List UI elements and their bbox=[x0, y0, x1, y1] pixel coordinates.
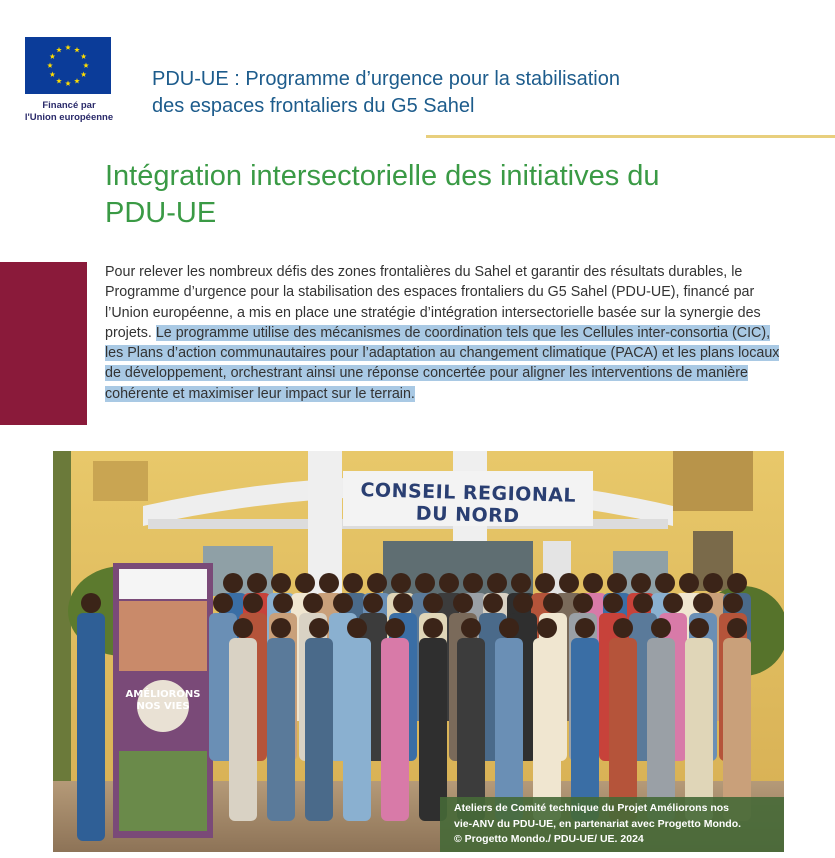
person-head bbox=[453, 593, 473, 613]
person-head bbox=[727, 573, 747, 593]
person-head bbox=[575, 618, 595, 638]
person-body bbox=[609, 638, 637, 821]
photo-caption bbox=[440, 797, 784, 852]
eu-stars-icon bbox=[25, 37, 111, 94]
person-body bbox=[77, 613, 105, 841]
eu-flag-logo bbox=[25, 37, 111, 94]
person-head bbox=[247, 573, 267, 593]
person-head bbox=[723, 593, 743, 613]
person-head bbox=[693, 593, 713, 613]
person-body bbox=[685, 638, 713, 821]
person-head bbox=[243, 593, 263, 613]
intro-text: Pour relever les nombreux défis des zones frontalières du Sahel et garantir des résultats durables, le Programme d’urgence pour la stabilisation des espaces frontaliers du G5 Sahel (PDU-UE), financé par l’Union européenne, a mis en place une stratégie d’intégration intersectorielle basée sur la synergie des projets. bbox=[105, 264, 761, 341]
header-divider bbox=[426, 135, 835, 138]
person-head bbox=[633, 593, 653, 613]
person-head bbox=[343, 573, 363, 593]
group-photo bbox=[53, 451, 784, 852]
person-head bbox=[613, 618, 633, 638]
person-body bbox=[533, 638, 561, 821]
person-head bbox=[679, 573, 699, 593]
person-head bbox=[651, 618, 671, 638]
person-body bbox=[343, 638, 371, 821]
person-head bbox=[727, 618, 747, 638]
programme-title bbox=[152, 66, 792, 120]
person-head bbox=[347, 618, 367, 638]
eu-caption-line1: Financé par bbox=[42, 100, 96, 111]
person-head bbox=[603, 593, 623, 613]
person-head bbox=[573, 593, 593, 613]
person-head bbox=[607, 573, 627, 593]
page-title-line1: Intégration intersectorielle des initiatives du bbox=[105, 160, 660, 192]
person-body bbox=[381, 638, 409, 821]
person-head bbox=[537, 618, 557, 638]
person-head bbox=[535, 573, 555, 593]
person-body bbox=[229, 638, 257, 821]
eu-funding-caption bbox=[20, 100, 118, 124]
programme-title-line2: des espaces frontaliers du G5 Sahel bbox=[152, 95, 475, 117]
person-head bbox=[233, 618, 253, 638]
person-head bbox=[333, 593, 353, 613]
person-head bbox=[319, 573, 339, 593]
intro-highlighted-text[interactable]: Le programme utilise des mécanismes de coordination tels que les Cellules inter-consortia (CIC), les Plans d’action communautaires pour l’adaptation au changement climatique (PACA) et les plans locaux de développement, orchestrant ainsi une réponse concertée pour aligner les interventions de manière cohérente et maximiser leur impact sur le terrain. bbox=[105, 324, 780, 402]
person-head bbox=[271, 618, 291, 638]
building-sign-text: CONSEIL REGIONAL DU NORD bbox=[360, 479, 577, 528]
person-head bbox=[461, 618, 481, 638]
person-head bbox=[483, 593, 503, 613]
page-title bbox=[105, 158, 805, 232]
person-head bbox=[423, 593, 443, 613]
person-head bbox=[423, 618, 443, 638]
person-head bbox=[363, 593, 383, 613]
person-body bbox=[305, 638, 333, 821]
person-head bbox=[559, 573, 579, 593]
person-head bbox=[655, 573, 675, 593]
photo-caption-line2: vie-ANV du PDU-UE, en partenariat avec Progetto Mondo. bbox=[454, 817, 742, 830]
person-head bbox=[631, 573, 651, 593]
person-head bbox=[213, 593, 233, 613]
person-body bbox=[419, 638, 447, 821]
person-head bbox=[367, 573, 387, 593]
photo-caption-line1: Ateliers de Comité technique du Projet Améliorons nos bbox=[454, 802, 729, 814]
eu-caption-line2: l'Union européenne bbox=[24, 112, 114, 123]
person-head bbox=[543, 593, 563, 613]
person-head bbox=[223, 573, 243, 593]
person-head bbox=[393, 593, 413, 613]
person-body bbox=[457, 638, 485, 821]
person-body bbox=[267, 638, 295, 821]
accent-bar bbox=[0, 262, 87, 425]
person-head bbox=[499, 618, 519, 638]
person-head bbox=[703, 573, 723, 593]
person-head bbox=[273, 593, 293, 613]
person-head bbox=[391, 573, 411, 593]
person-body bbox=[571, 638, 599, 821]
person-head bbox=[303, 593, 323, 613]
person-body bbox=[647, 638, 675, 821]
person-body bbox=[495, 638, 523, 821]
person-head bbox=[309, 618, 329, 638]
person-head bbox=[385, 618, 405, 638]
person-head bbox=[439, 573, 459, 593]
banner-text: AMÉLIORONS NOS VIES bbox=[125, 689, 201, 712]
photo-credit: © Progetto Mondo./ PDU-UE/ UE. 2024 bbox=[454, 833, 644, 845]
person-head bbox=[81, 593, 101, 613]
programme-title-line1: PDU-UE : Programme d’urgence pour la stabilisation bbox=[152, 68, 620, 90]
person-head bbox=[689, 618, 709, 638]
person-head bbox=[583, 573, 603, 593]
person-body bbox=[723, 638, 751, 821]
person-head bbox=[663, 593, 683, 613]
person-head bbox=[487, 573, 507, 593]
page-title-line2: PDU-UE bbox=[105, 197, 217, 229]
intro-paragraph bbox=[105, 262, 787, 404]
person-head bbox=[513, 593, 533, 613]
person-head bbox=[511, 573, 531, 593]
person-head bbox=[271, 573, 291, 593]
person-head bbox=[295, 573, 315, 593]
person-head bbox=[463, 573, 483, 593]
person-head bbox=[415, 573, 435, 593]
